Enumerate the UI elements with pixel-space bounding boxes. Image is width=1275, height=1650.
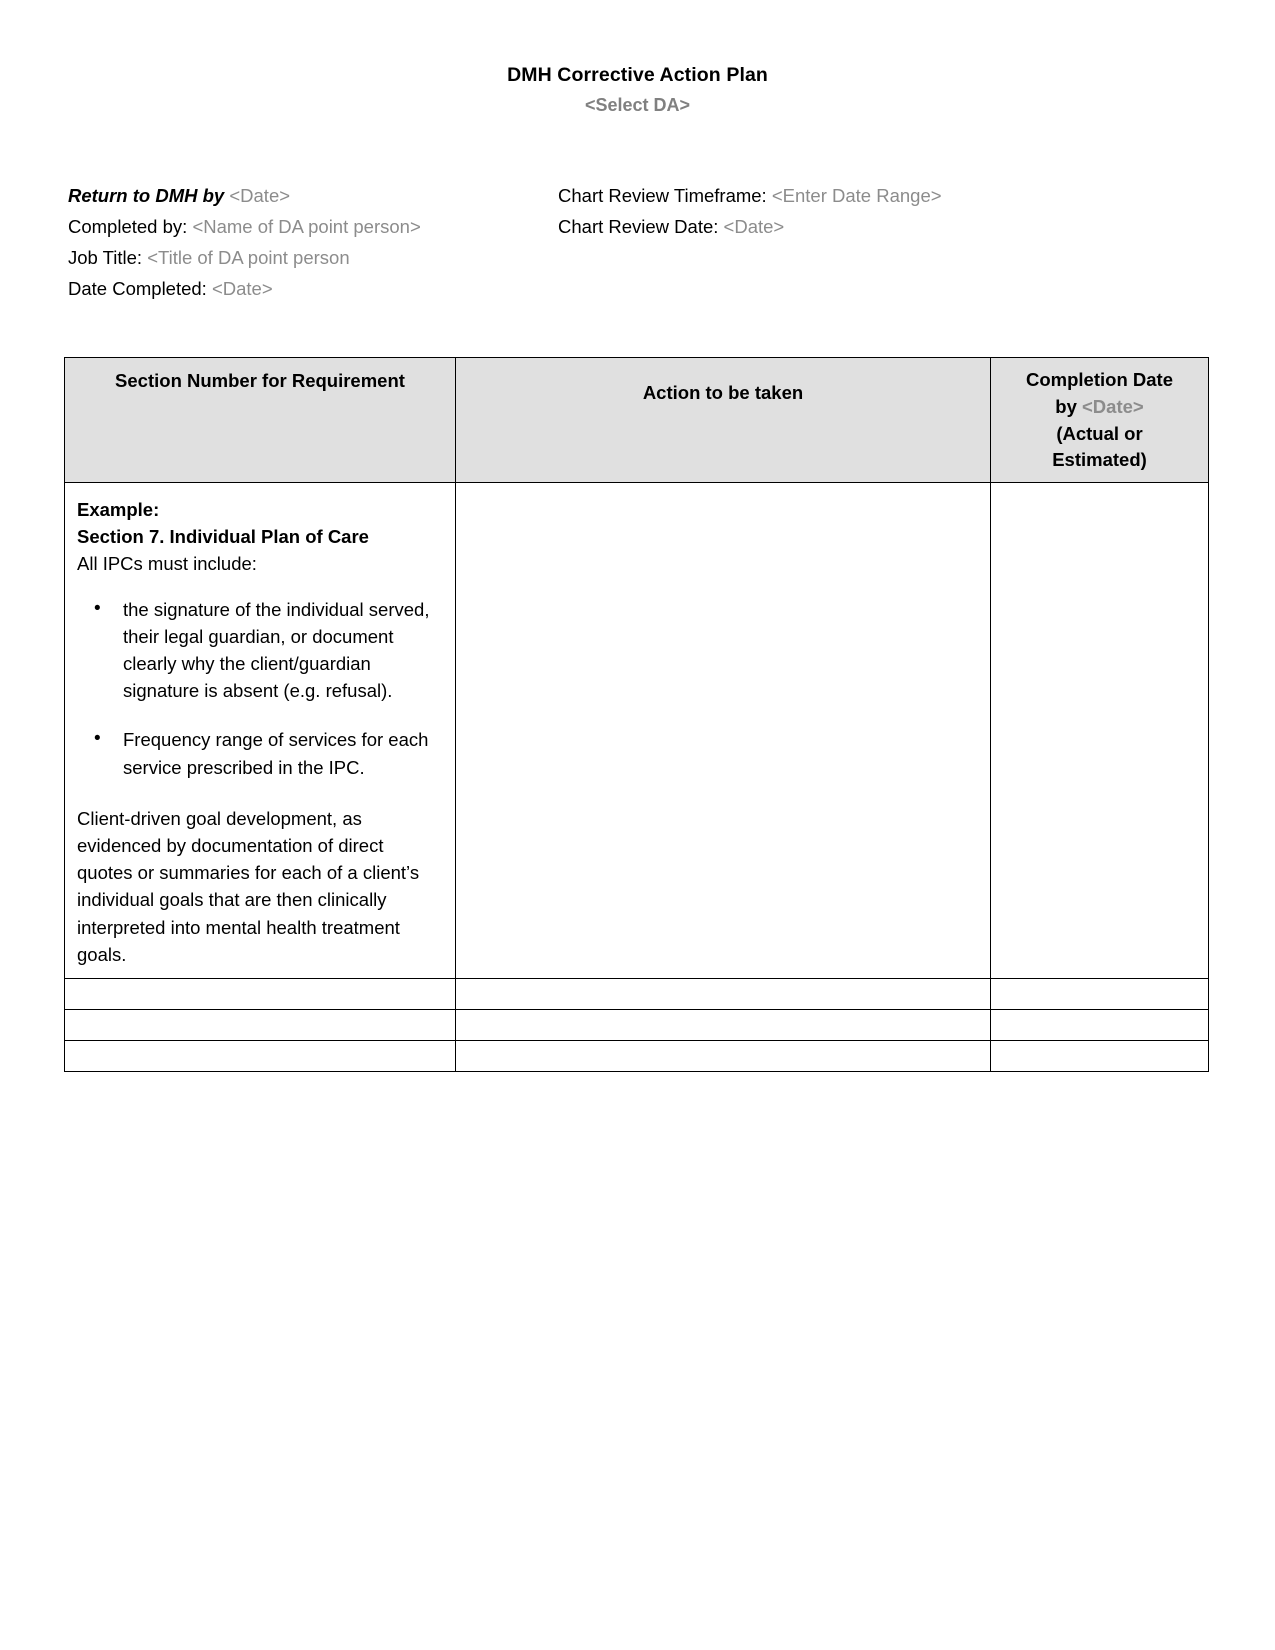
cell-completion-blank-3[interactable] <box>991 1040 1209 1071</box>
page-title: DMH Corrective Action Plan <box>507 64 768 86</box>
cell-section-example[interactable] <box>65 483 456 979</box>
table-header <box>65 358 1209 483</box>
example-heading: Section 7. Individual Plan of Care <box>77 526 369 548</box>
completion-date-line4: Estimated) <box>1052 449 1147 471</box>
field-value-chart-review-timeframe[interactable]: <Enter Date Range> <box>771 185 942 206</box>
field-value-chart-review-date[interactable]: <Date> <box>723 216 785 238</box>
document-subtitle: <Select DA> <box>584 95 691 116</box>
table-row <box>65 1009 1209 1040</box>
table-row <box>65 978 1209 1009</box>
title-block <box>0 62 1275 118</box>
field-chart-review-timeframe <box>558 180 1158 211</box>
meta-block <box>68 180 1178 304</box>
completion-date-by-value[interactable]: <Date> <box>1082 395 1144 417</box>
cell-section-blank-2[interactable] <box>65 1009 456 1040</box>
field-return-to-dmh-by <box>68 180 558 211</box>
completion-date-line1: Completion Date <box>1026 369 1173 390</box>
example-bullet-list <box>77 596 441 781</box>
field-label-return-to-dmh-by: Return to DMH by <box>68 185 225 206</box>
cell-completion-blank-1[interactable] <box>991 978 1209 1009</box>
list-item: • Frequency range of services for each service prescribed in the IPC. <box>123 726 441 780</box>
column-header-action: Action to be taken <box>456 358 991 483</box>
field-date-completed <box>68 273 558 304</box>
field-value-return-to-dmh-by[interactable]: <Date> <box>229 185 291 206</box>
field-label-completed-by: Completed by: <box>68 216 188 238</box>
cell-section-blank-3[interactable] <box>65 1040 456 1071</box>
field-label-chart-review-date: Chart Review Date: <box>558 216 719 238</box>
field-value-job-title[interactable]: <Title of DA point person <box>147 247 350 269</box>
example-label: Example: <box>77 499 160 521</box>
meta-column-right <box>558 180 1158 242</box>
field-completed-by <box>68 211 558 242</box>
field-job-title <box>68 242 558 273</box>
field-label-job-title: Job Title: <box>68 247 143 269</box>
cell-action-blank-1[interactable] <box>456 978 991 1009</box>
example-intro: All IPCs must include: <box>77 552 257 574</box>
list-item: • the signature of the individual served, their legal guardian, or document clearly why the client/guardian signature is absent (e.g. refusal). <box>123 596 441 705</box>
cell-section-blank-1[interactable] <box>65 978 456 1009</box>
field-label-date-completed: Date Completed: <box>68 278 207 300</box>
column-header-section-number: Section Number for Requirement <box>65 358 456 483</box>
example-paragraph: Client-driven goal development, as evidenced by documentation of direct quotes or summaries for each of a client’s individual goals that are then clinically interpreted into mental health treatment goals. <box>77 807 420 965</box>
table-body <box>65 483 1209 1072</box>
field-chart-review-date <box>558 211 1158 242</box>
cell-completion-blank-2[interactable] <box>991 1009 1209 1040</box>
field-value-completed-by[interactable]: <Name of DA point person> <box>192 216 421 238</box>
column-header-completion-date <box>991 358 1209 483</box>
cell-action-example[interactable] <box>456 483 991 979</box>
completion-date-line2 <box>1001 394 1198 421</box>
table-row-example <box>65 483 1209 979</box>
cell-action-blank-2[interactable] <box>456 1009 991 1040</box>
completion-date-line3: (Actual or <box>1056 422 1143 444</box>
cell-completion-example[interactable] <box>991 483 1209 979</box>
meta-column-left <box>68 180 558 304</box>
table-header-row <box>65 358 1209 483</box>
field-label-chart-review-timeframe: Chart Review Timeframe: <box>558 185 767 206</box>
field-value-date-completed[interactable]: <Date> <box>211 278 273 300</box>
completion-date-by-label: by <box>1055 395 1077 417</box>
corrective-action-table <box>64 357 1209 1072</box>
table-row <box>65 1040 1209 1071</box>
cell-action-blank-3[interactable] <box>456 1040 991 1071</box>
